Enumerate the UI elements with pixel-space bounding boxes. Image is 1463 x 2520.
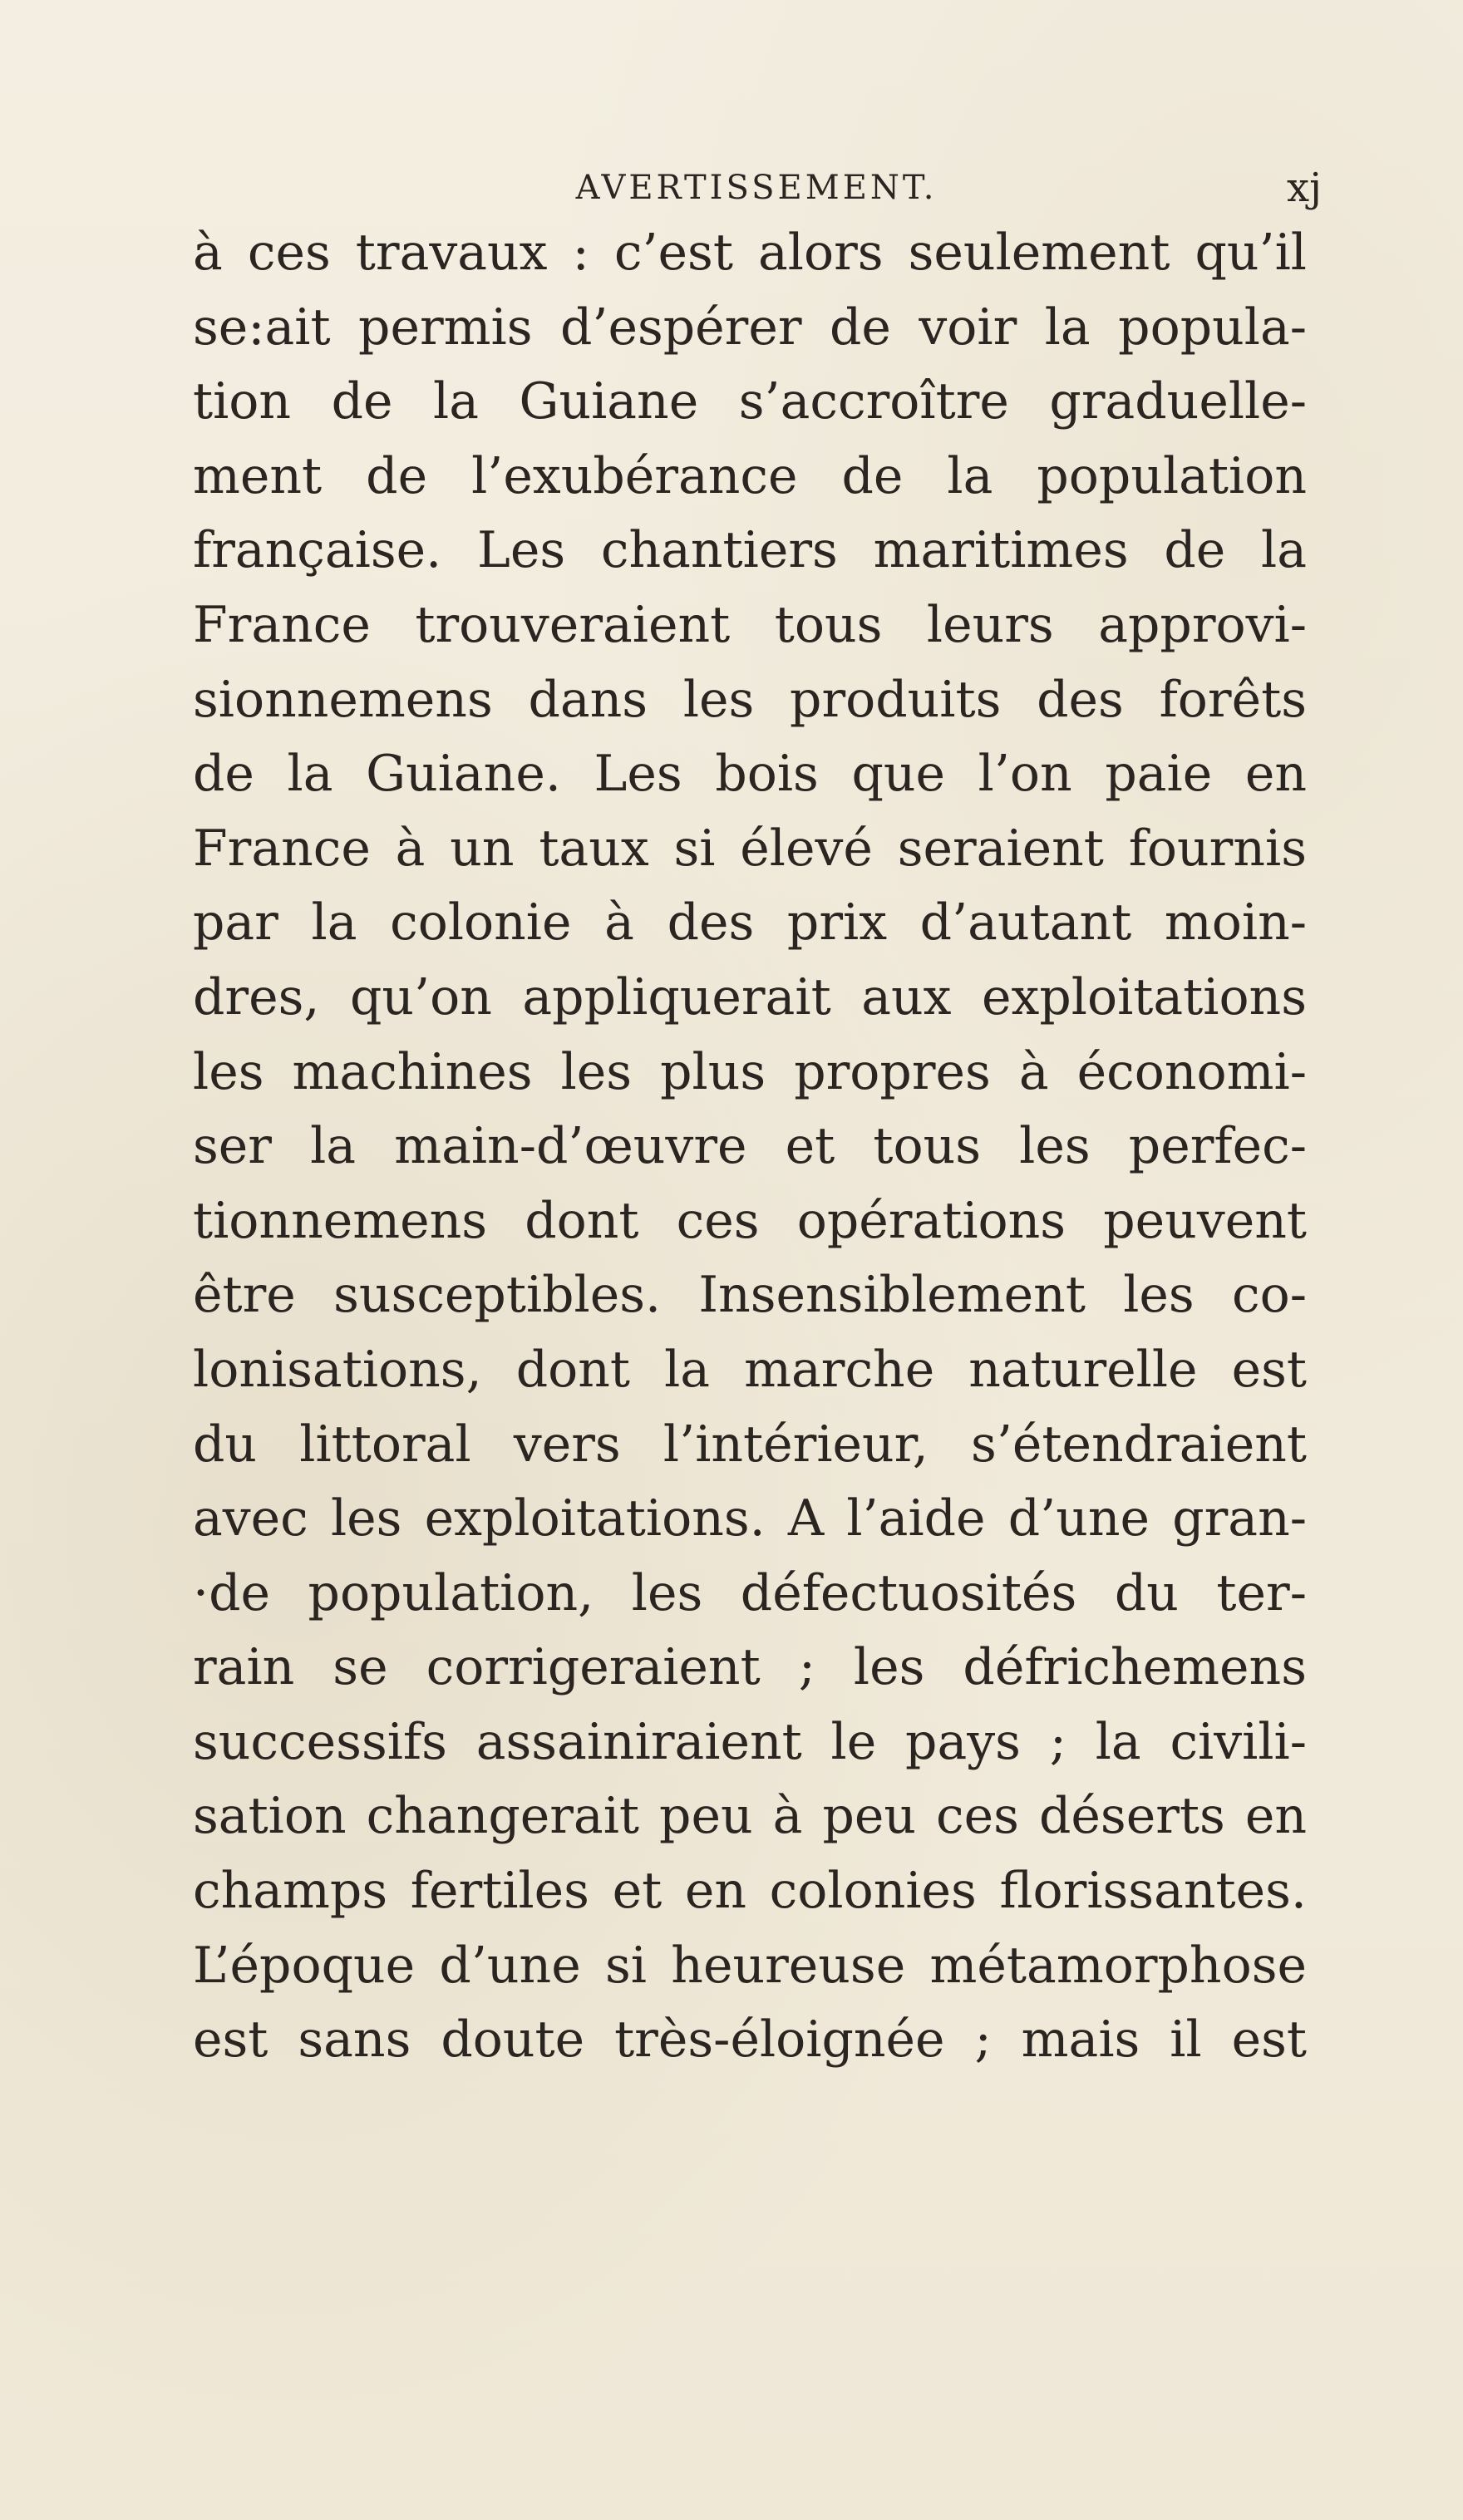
text-line: rain se corrigeraient ; les défrichemens xyxy=(193,1638,1307,1697)
text-line: du littoral vers l’intérieur, s’étendraient xyxy=(193,1415,1307,1474)
text-line: France à un taux si élevé seraient fournis xyxy=(193,819,1307,878)
text-line: ment de l’exubérance de la population xyxy=(193,446,1307,505)
text-line: les machines les plus propres à économi- xyxy=(193,1042,1307,1101)
text-line: par la colonie à des prix d’autant moin- xyxy=(193,893,1307,952)
page-number: xj xyxy=(1287,165,1322,211)
text-line: ·de population, les défectuosités du ter- xyxy=(193,1563,1307,1622)
page-header xyxy=(191,163,1322,213)
text-line: ser la main-d’œuvre et tous les perfec- xyxy=(193,1117,1307,1176)
text-line: de la Guiane. Les bois que l’on paie en xyxy=(193,745,1307,804)
text-line: lonisations, dont la marche naturelle est xyxy=(193,1340,1307,1399)
text-line: sionnemens dans les produits des forêts xyxy=(193,670,1307,729)
text-line: dres, qu’on appliquerait aux exploitations xyxy=(193,967,1307,1026)
body-text xyxy=(193,216,1307,2078)
text-line: successifs assainiraient le pays ; la civili- xyxy=(193,1712,1307,1771)
text-line: se:ait permis d’espérer de voir la popula- xyxy=(193,298,1307,357)
text-line: avec les exploitations. A l’aide d’une gran- xyxy=(193,1489,1307,1548)
text-line: est sans doute très-éloignée ; mais il est xyxy=(193,2011,1307,2070)
text-line: France trouveraient tous leurs approvi- xyxy=(193,595,1307,654)
text-line: à ces travaux : c’est alors seulement qu’il xyxy=(193,224,1307,282)
text-line: sation changerait peu à peu ces déserts en xyxy=(193,1787,1307,1846)
running-head: AVERTISSEMENT. xyxy=(575,169,938,207)
text-line: tionnemens dont ces opérations peuvent xyxy=(193,1191,1307,1250)
text-line: champs fertiles et en colonies florissantes. xyxy=(193,1862,1307,1921)
text-line: être susceptibles. Insensiblement les co- xyxy=(193,1266,1307,1325)
text-line: française. Les chantiers maritimes de la xyxy=(193,521,1307,580)
text-line: tion de la Guiane s’accroître graduelle- xyxy=(193,372,1307,431)
text-line: L’époque d’une si heureuse métamorphose xyxy=(193,1936,1307,1995)
